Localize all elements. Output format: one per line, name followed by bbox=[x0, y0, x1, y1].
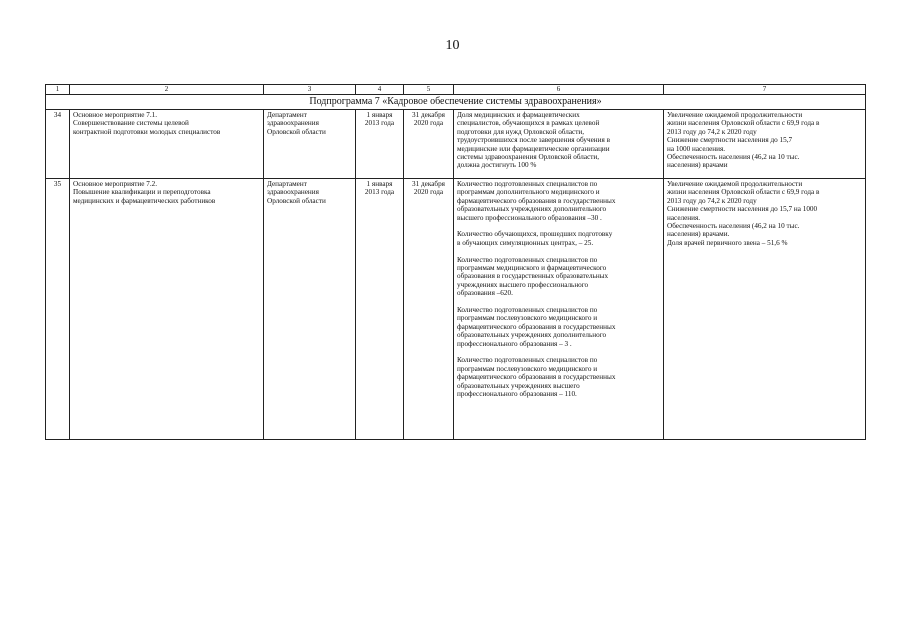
column-header: 1 bbox=[46, 85, 70, 95]
impact-cell: Увеличение ожидаемой продолжительности жизни населения Орловской области с 69,9 года в 2013 году до 74,2 к 2020 году Снижение смертности населения до 15,7 на 1000 населения. Обеспеченность населения (46,2 на 10 тыс. населения) врачами bbox=[664, 110, 866, 179]
result-paragraph: Количество подготовленных специалистов по программам послевузовского медицинского и фармацевтического образования в государственных образовательных учреждениях высшего профессионального образования – 110. bbox=[457, 356, 616, 399]
results-cell bbox=[454, 110, 664, 179]
start-date-cell: 1 января 2013 года bbox=[356, 110, 404, 179]
row-number: 35 bbox=[46, 179, 70, 440]
program-table bbox=[45, 84, 866, 440]
subprogram-title: Подпрограмма 7 «Кадровое обеспечение системы здравоохранения» bbox=[46, 95, 866, 110]
page-number: 10 bbox=[445, 38, 460, 53]
column-header-row bbox=[46, 85, 866, 95]
table-row bbox=[46, 110, 866, 179]
column-header: 6 bbox=[454, 85, 664, 95]
result-paragraph: Количество подготовленных специалистов по программам дополнительного медицинского и фармацевтического образования в государственных образовательных учреждениях дополнительного высшего профессионального образования –30 . bbox=[457, 180, 616, 222]
subprogram-row bbox=[46, 95, 866, 110]
measure-cell: Основное мероприятие 7.1. Совершенствование системы целевой контрактной подготовки молодых специалистов bbox=[70, 110, 264, 179]
results-cell bbox=[454, 179, 664, 440]
executor-cell: Департамент здравоохранения Орловской области bbox=[264, 110, 356, 179]
table-row bbox=[46, 179, 866, 440]
measure-cell: Основное мероприятие 7.2. Повышение квалификации и переподготовка медицинских и фармацевтических работников bbox=[70, 179, 264, 440]
result-paragraph: Количество подготовленных специалистов по программам послевузовского медицинского и фармацевтического образования в государственных образовательных учреждениях дополнительного профессионального образования – 3 . bbox=[457, 306, 616, 348]
executor-cell: Департамент здравоохранения Орловской области bbox=[264, 179, 356, 440]
column-header: 4 bbox=[356, 85, 404, 95]
end-date-cell: 31 декабря 2020 года bbox=[404, 110, 454, 179]
start-date-cell: 1 января 2013 года bbox=[356, 179, 404, 440]
column-header: 2 bbox=[70, 85, 264, 95]
result-paragraph: Количество обучающихся, прошедших подготовку в обучающих симуляционных центрах, – 25. bbox=[457, 230, 613, 247]
column-header: 7 bbox=[664, 85, 866, 95]
result-paragraph: Доля медицинских и фармацевтических специалистов, обучающихся в рамках целевой подготовки для нужд Орловской области, трудоустроившихся после завершения обучения в медицинские или фармацевтические организации системы здравоохранения Орловской области, должна достигнуть 100 % bbox=[457, 111, 610, 170]
row-number: 34 bbox=[46, 110, 70, 179]
impact-cell: Увеличение ожидаемой продолжительности жизни населения Орловской области с 69,9 года в 2013 году до 74,2 к 2020 году Снижение смертности населения до 15,7 на 1000 населения. Обеспеченность населения (46,2 на 10 тыс. населения) врачами. Доля врачей первичного звена – 51,6 % bbox=[664, 179, 866, 440]
result-paragraph: Количество подготовленных специалистов по программам медицинского и фармацевтического образования в государственных образовательных учреждениях высшего профессионального образования –620. bbox=[457, 255, 609, 298]
column-header: 3 bbox=[264, 85, 356, 95]
end-date-cell: 31 декабря 2020 года bbox=[404, 179, 454, 440]
column-header: 5 bbox=[404, 85, 454, 95]
